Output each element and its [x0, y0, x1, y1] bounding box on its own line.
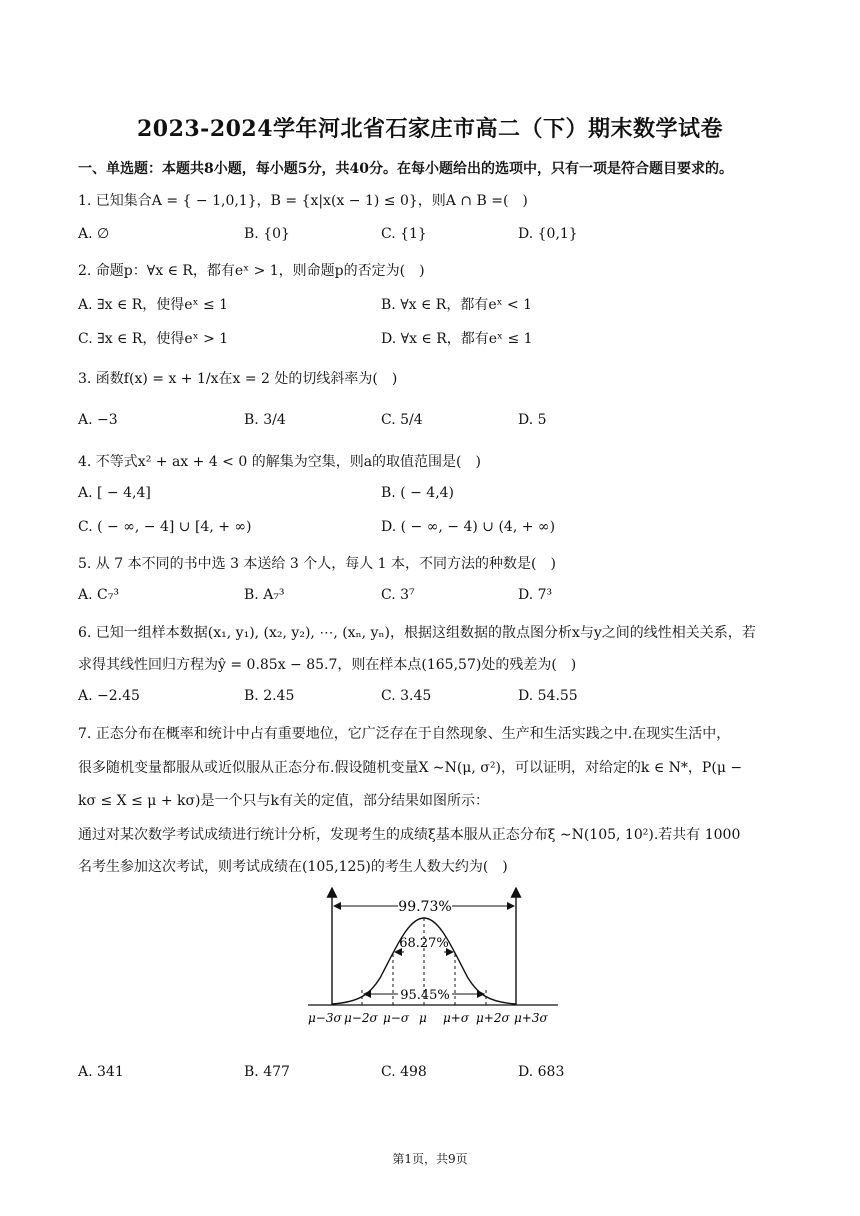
- pct-3sigma-label: 99.73%: [398, 899, 452, 915]
- section-heading: 一、单选题：本题共8小题，每小题5分，共40分。在每小题给出的选项中，只有一项是符合题目要求的。: [78, 161, 733, 177]
- question-3-stem: 3. 函数f(x) = x + 1/x在x = 2 处的切线斜率为( ): [78, 371, 398, 387]
- pct-2sigma-label: 95.45%: [400, 988, 450, 1003]
- q5-option-c: C. 3⁷: [381, 587, 415, 603]
- q6-option-d: D. 54.55: [518, 688, 578, 704]
- question-4-stem: 4. 不等式x² + ax + 4 < 0 的解集为空集，则a的取值范围是( ): [78, 454, 481, 470]
- q5-option-b: B. A₇³: [244, 587, 285, 603]
- label-mu: μ: [419, 1011, 427, 1025]
- q4-option-c: C. ( − ∞, − 4] ∪ [4, + ∞): [78, 519, 252, 535]
- question-7-stem-line-1: 7. 正态分布在概率和统计中占有重要地位，它广泛存在于自然现象、生产和生活实践之中.在现实生活中，: [78, 726, 731, 742]
- label-mu-minus-3sigma: μ−3σ: [308, 1011, 342, 1025]
- q7-option-d: D. 683: [518, 1064, 565, 1080]
- q2-option-c: C. ∃x ∈ R，使得eˣ > 1: [78, 331, 229, 347]
- question-7-stem-line-3: kσ ≤ X ≤ μ + kσ)是一个只与k有关的定值，部分结果如图所示：: [78, 793, 489, 809]
- q5-option-a: A. C₇³: [78, 587, 119, 603]
- question-2-stem: 2. 命题p：∀x ∈ R，都有eˣ > 1，则命题p的否定为( ): [78, 263, 425, 279]
- question-7-stem-line-2: 很多随机变量都服从或近似服从正态分布.假设随机变量X ∼N(μ, σ²)，可以证明，对给定的k ∈ N*，P(μ −: [78, 760, 743, 776]
- q1-option-a: A. ∅: [78, 226, 110, 242]
- q4-option-d: D. ( − ∞, − 4) ∪ (4, + ∞): [381, 519, 556, 535]
- q2-option-b: B. ∀x ∈ R，都有eˣ < 1: [381, 297, 533, 313]
- q4-option-a: A. [ − 4,4]: [78, 485, 151, 501]
- label-mu-plus-sigma: μ+σ: [443, 1011, 470, 1025]
- question-7-stem-line-4: 通过对某次数学考试成绩进行统计分析，发现考生的成绩ξ基本服从正态分布ξ ∼N(105, 10²).若共有 1000: [78, 827, 741, 843]
- label-mu-plus-3sigma: μ+3σ: [514, 1011, 548, 1025]
- pct-1sigma-label: 68.27%: [399, 936, 449, 951]
- normal-distribution-figure: [300, 882, 570, 1030]
- q2-option-a: A. ∃x ∈ R，使得eˣ ≤ 1: [78, 297, 229, 313]
- q6-option-b: B. 2.45: [244, 688, 295, 704]
- question-5-stem: 5. 从 7 本不同的书中选 3 本送给 3 个人，每人 1 本，不同方法的种数是( ): [78, 556, 556, 572]
- q5-option-d: D. 7³: [518, 587, 553, 603]
- q2-option-d: D. ∀x ∈ R，都有eˣ ≤ 1: [381, 331, 533, 347]
- q6-option-a: A. −2.45: [78, 688, 140, 704]
- label-mu-minus-sigma: μ−σ: [383, 1011, 410, 1025]
- page-footer: 第1页，共9页: [392, 1152, 468, 1166]
- q6-option-c: C. 3.45: [381, 688, 432, 704]
- question-6-stem-line-2: 求得其线性回归方程为ŷ = 0.85x − 85.7，则在样本点(165,57)处的残差为( ): [78, 657, 577, 673]
- question-6-stem-line-1: 6. 已知一组样本数据(x₁, y₁), (x₂, y₂), ⋯, (xₙ, yₙ)，根据这组数据的散点图分析x与y之间的线性相关关系，若: [78, 625, 756, 641]
- q3-option-d: D. 5: [518, 412, 547, 428]
- page-title: 2023-2024学年河北省石家庄市高二（下）期末数学试卷: [136, 116, 724, 142]
- q3-option-a: A. −3: [78, 412, 118, 428]
- q3-option-b: B. 3/4: [244, 412, 286, 428]
- q1-option-c: C. {1}: [381, 226, 427, 242]
- q7-option-a: A. 341: [78, 1064, 124, 1080]
- label-mu-minus-2sigma: μ−2σ: [344, 1011, 378, 1025]
- question-7-stem-line-5: 名考生参加这次考试，则考试成绩在(105,125)的考生人数大约为( ): [78, 859, 508, 875]
- q1-option-d: D. {0,1}: [518, 226, 578, 242]
- q3-option-c: C. 5/4: [381, 412, 423, 428]
- q4-option-b: B. ( − 4,4): [381, 485, 455, 501]
- q7-option-c: C. 498: [381, 1064, 427, 1080]
- label-mu-plus-2sigma: μ+2σ: [476, 1011, 510, 1025]
- question-1-stem: 1. 已知集合A = { − 1,0,1}，B = {x|x(x − 1) ≤ 0}，则A ∩ B =( ): [78, 193, 528, 209]
- q1-option-b: B. {0}: [244, 226, 290, 242]
- q7-option-b: B. 477: [244, 1064, 290, 1080]
